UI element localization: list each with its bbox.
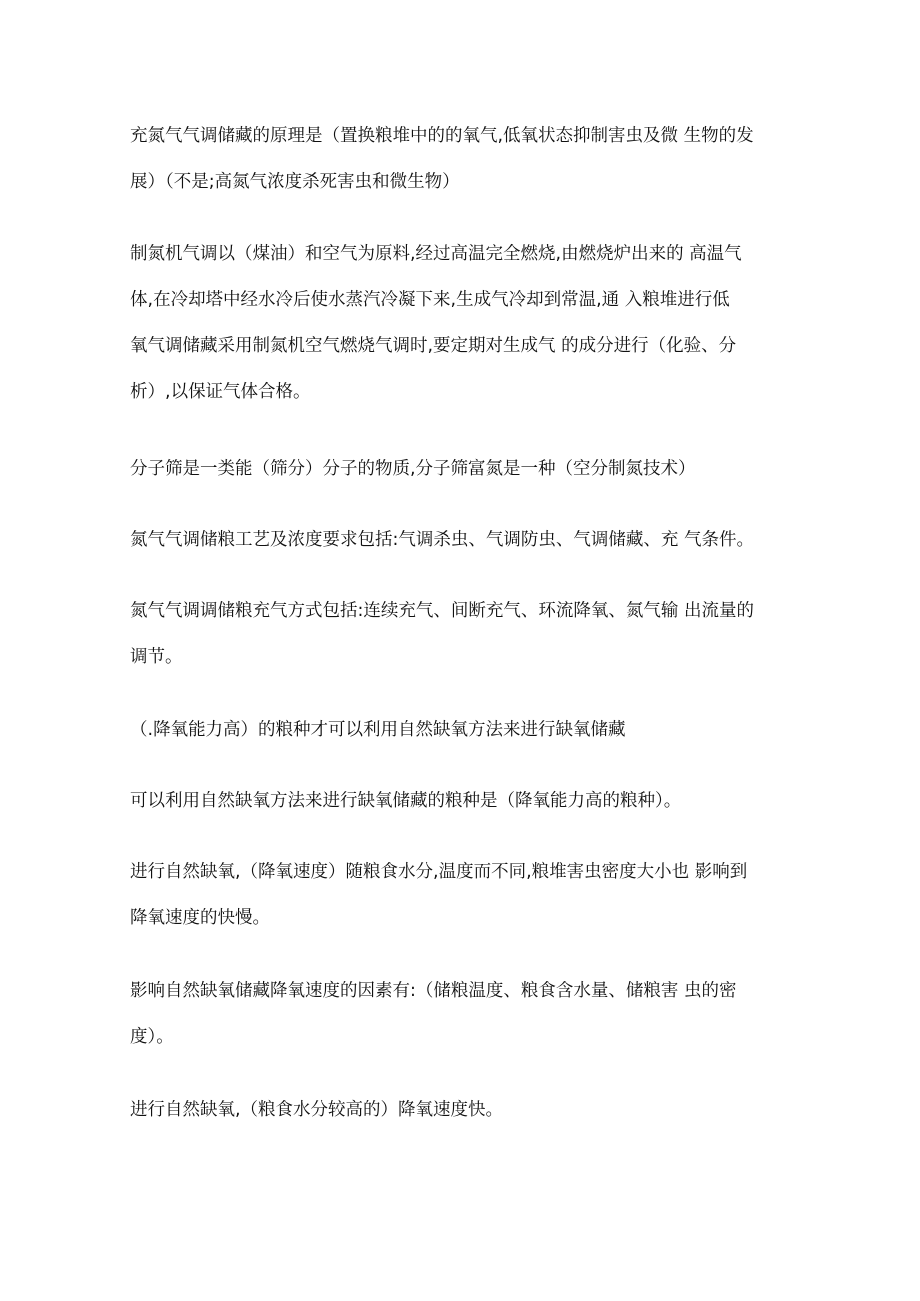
text-line: 展）（不是;高氮气浓度杀死害虫和微生物） [130, 172, 460, 192]
text-line: 氮气气调调储粮充气方式包括:连续充气、间断充气、环流降氧、氮气输 出流量的 [130, 601, 754, 621]
text-line: 析）,以保证气体合格。 [130, 382, 311, 402]
text-line: 氮气气调储粮工艺及浓度要求包括:气调杀虫、气调防虫、气调储藏、充 气条件。 [130, 530, 754, 550]
paragraph-process-requirements [130, 528, 810, 552]
text-line: （.降氧能力高）的粮种才可以利用自然缺氧方法来进行缺氧储藏 [130, 720, 626, 740]
paragraph-high-moisture [130, 1098, 810, 1122]
paragraph-nitrogen-generator [130, 242, 810, 404]
text-line: 降氧速度的快慢。 [130, 908, 270, 928]
text-line: 制氮机气调以（煤油）和空气为原料,经过高温完全燃烧,由燃烧炉出来的 高温气 [130, 244, 742, 264]
text-line: 进行自然缺氧,（粮食水分较高的）降氧速度快。 [130, 1100, 504, 1120]
text-line: 进行自然缺氧,（降氧速度）随粮食水分,温度而不同,粮堆害虫密度大小也 影响到 [130, 862, 748, 882]
paragraph-grain-variety [130, 718, 810, 742]
text-line: 调节。 [130, 647, 183, 667]
paragraph-natural-anoxia-grain [130, 789, 810, 813]
paragraph-influencing-factors [130, 979, 810, 1049]
text-line: 氧气调储藏采用制氮机空气燃烧气调时,要定期对生成气 的成分进行（化验、分 [130, 336, 737, 356]
paragraph-nitrogen-principle [130, 124, 810, 194]
text-line: 分子筛是一类能（筛分）分子的物质,分子筛富氮是一种（空分制氮技术） [130, 459, 696, 479]
text-line: 度）。 [130, 1027, 174, 1047]
text-line: 可以利用自然缺氧方法来进行缺氧储藏的粮种是（降氧能力高的粮种）。 [130, 791, 682, 811]
text-line: 影响自然缺氧储藏降氧速度的因素有:（储粮温度、粮食含水量、储粮害 虫的密 [130, 981, 737, 1001]
text-line: 充氮气气调储藏的原理是（置换粮堆中的的氧气,低氧状态抑制害虫及微 生物的发 [130, 126, 754, 146]
paragraph-charging-methods [130, 599, 810, 669]
paragraph-molecular-sieve [130, 457, 810, 481]
paragraph-oxygen-reduction-speed [130, 860, 810, 930]
text-line: 体,在冷却塔中经水冷后使水蒸汽冷凝下来,生成气冷却到常温,通 入粮堆进行低 [130, 290, 730, 310]
